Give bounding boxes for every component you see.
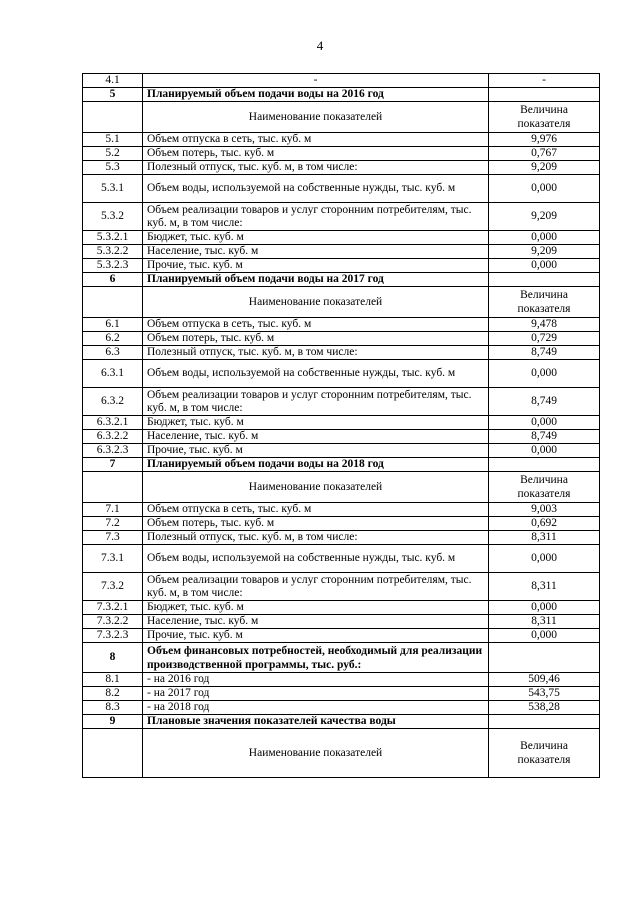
indicator-value: 9,976	[489, 133, 600, 147]
indicator-name: Население, тыс. куб. м	[143, 430, 489, 444]
header-number-cell	[83, 287, 143, 318]
table-row	[83, 545, 600, 573]
table-row	[83, 430, 600, 444]
indicator-name: - на 2018 год	[143, 701, 489, 715]
indicator-name: Объем отпуска в сеть, тыс. куб. м	[143, 503, 489, 517]
table-row	[83, 287, 600, 318]
indicator-name: - на 2017 год	[143, 687, 489, 701]
row-number: 7.3	[83, 531, 143, 545]
indicator-value: 8,749	[489, 388, 600, 416]
section-number: 9	[83, 715, 143, 729]
page-number: 4	[316, 38, 324, 53]
table-row	[83, 458, 600, 472]
indicator-name: Объем отпуска в сеть, тыс. куб. м	[143, 318, 489, 332]
column-header-value: Величина показателя	[489, 729, 600, 778]
row-number: 6.3.2.3	[83, 444, 143, 458]
indicator-name: Объем отпуска в сеть, тыс. куб. м	[143, 133, 489, 147]
row-number: 7.2	[83, 517, 143, 531]
indicator-value: 0,000	[489, 360, 600, 388]
indicator-value: -	[489, 74, 600, 88]
indicator-value: 0,000	[489, 629, 600, 643]
table-row	[83, 147, 600, 161]
table-row	[83, 259, 600, 273]
row-number: 8.3	[83, 701, 143, 715]
indicator-value: 0,767	[489, 147, 600, 161]
table-row	[83, 102, 600, 133]
table-row	[83, 701, 600, 715]
indicator-name: Объем потерь, тыс. куб. м	[143, 147, 489, 161]
table-row	[83, 231, 600, 245]
section-number: 8	[83, 643, 143, 673]
indicator-value: 538,28	[489, 701, 600, 715]
section-value-cell	[489, 715, 600, 729]
table-row	[83, 629, 600, 643]
table-row	[83, 175, 600, 203]
header-number-cell	[83, 102, 143, 133]
indicator-value: 8,749	[489, 346, 600, 360]
indicator-value: 0,000	[489, 259, 600, 273]
indicator-value: 543,75	[489, 687, 600, 701]
table-row	[83, 531, 600, 545]
row-number: 5.3.2.1	[83, 231, 143, 245]
section-title: Плановые значения показателей качества воды	[143, 715, 489, 729]
row-number: 6.3	[83, 346, 143, 360]
indicator-name: Объем потерь, тыс. куб. м	[143, 517, 489, 531]
table-row	[83, 673, 600, 687]
table-row	[83, 273, 600, 287]
indicator-value: 9,209	[489, 161, 600, 175]
indicator-name: - на 2016 год	[143, 673, 489, 687]
indicator-name: Бюджет, тыс. куб. м	[143, 231, 489, 245]
column-header-name: Наименование показателей	[143, 729, 489, 778]
indicator-name: Полезный отпуск, тыс. куб. м, в том числе:	[143, 346, 489, 360]
row-number: 6.2	[83, 332, 143, 346]
row-number: 6.1	[83, 318, 143, 332]
section-number: 6	[83, 273, 143, 287]
table-row	[83, 318, 600, 332]
table-row	[83, 643, 600, 673]
indicators-table	[82, 73, 600, 778]
row-number: 8.2	[83, 687, 143, 701]
indicator-name: Объем воды, используемой на собственные нужды, тыс. куб. м	[143, 545, 489, 573]
indicator-value: 0,000	[489, 231, 600, 245]
indicator-value: 8,311	[489, 531, 600, 545]
section-number: 5	[83, 88, 143, 102]
column-header-name: Наименование показателей	[143, 472, 489, 503]
row-number: 7.1	[83, 503, 143, 517]
table-row	[83, 503, 600, 517]
section-value-cell	[489, 273, 600, 287]
table-row	[83, 133, 600, 147]
indicator-name: Объем реализации товаров и услуг сторонним потребителям, тыс. куб. м, в том числе:	[143, 573, 489, 601]
row-number: 6.3.2.2	[83, 430, 143, 444]
indicator-name: Население, тыс. куб. м	[143, 245, 489, 259]
section-title: Планируемый объем подачи воды на 2018 год	[143, 458, 489, 472]
row-number: 6.3.1	[83, 360, 143, 388]
indicator-name: Объем воды, используемой на собственные нужды, тыс. куб. м	[143, 175, 489, 203]
table-row	[83, 360, 600, 388]
row-number: 7.3.2.3	[83, 629, 143, 643]
row-number: 8.1	[83, 673, 143, 687]
table-row	[83, 332, 600, 346]
row-number: 5.3.1	[83, 175, 143, 203]
column-header-value: Величина показателя	[489, 472, 600, 503]
indicator-value: 0,729	[489, 332, 600, 346]
indicator-value: 8,311	[489, 573, 600, 601]
indicator-value: 9,478	[489, 318, 600, 332]
indicator-name: Бюджет, тыс. куб. м	[143, 416, 489, 430]
indicator-value: 9,209	[489, 245, 600, 259]
row-number: 7.3.2.2	[83, 615, 143, 629]
indicator-name: Объем потерь, тыс. куб. м	[143, 332, 489, 346]
table-row	[83, 573, 600, 601]
section-title: Объем финансовых потребностей, необходимый для реализации производственной программы, тыс. руб.:	[143, 643, 489, 673]
table-row	[83, 161, 600, 175]
table-row	[83, 601, 600, 615]
indicator-value: 0,000	[489, 444, 600, 458]
section-title: Планируемый объем подачи воды на 2017 год	[143, 273, 489, 287]
indicator-value: 9,209	[489, 203, 600, 231]
table-row	[83, 687, 600, 701]
indicator-value: 0,000	[489, 545, 600, 573]
indicator-value: 0,692	[489, 517, 600, 531]
row-number: 5.1	[83, 133, 143, 147]
indicator-name: Полезный отпуск, тыс. куб. м, в том числе:	[143, 161, 489, 175]
row-number: 5.3	[83, 161, 143, 175]
table-row	[83, 517, 600, 531]
indicator-value: 8,311	[489, 615, 600, 629]
table-row	[83, 88, 600, 102]
section-value-cell	[489, 458, 600, 472]
column-header-name: Наименование показателей	[143, 102, 489, 133]
row-number: 5.2	[83, 147, 143, 161]
column-header-value: Величина показателя	[489, 287, 600, 318]
indicator-name: -	[143, 74, 489, 88]
row-number: 4.1	[83, 74, 143, 88]
row-number: 5.3.2	[83, 203, 143, 231]
indicator-value: 0,000	[489, 416, 600, 430]
indicator-name: Объем реализации товаров и услуг сторонним потребителям, тыс. куб. м, в том числе:	[143, 388, 489, 416]
indicator-name: Прочие, тыс. куб. м	[143, 259, 489, 273]
section-title: Планируемый объем подачи воды на 2016 год	[143, 88, 489, 102]
row-number: 6.3.2.1	[83, 416, 143, 430]
table-row	[83, 388, 600, 416]
row-number: 7.3.2	[83, 573, 143, 601]
table-row	[83, 615, 600, 629]
indicator-value: 9,003	[489, 503, 600, 517]
row-number: 6.3.2	[83, 388, 143, 416]
section-value-cell	[489, 88, 600, 102]
indicator-name: Прочие, тыс. куб. м	[143, 629, 489, 643]
section-number: 7	[83, 458, 143, 472]
header-number-cell	[83, 472, 143, 503]
table-row	[83, 729, 600, 778]
row-number: 7.3.2.1	[83, 601, 143, 615]
indicator-value: 509,46	[489, 673, 600, 687]
table-row	[83, 444, 600, 458]
table-row	[83, 346, 600, 360]
indicator-name: Бюджет, тыс. куб. м	[143, 601, 489, 615]
table-row	[83, 245, 600, 259]
column-header-value: Величина показателя	[489, 102, 600, 133]
indicator-value: 0,000	[489, 601, 600, 615]
indicator-value: 0,000	[489, 175, 600, 203]
section-value-cell	[489, 643, 600, 673]
indicator-name: Полезный отпуск, тыс. куб. м, в том числе:	[143, 531, 489, 545]
table-row	[83, 472, 600, 503]
row-number: 5.3.2.3	[83, 259, 143, 273]
indicator-name: Объем реализации товаров и услуг сторонним потребителям, тыс. куб. м, в том числе:	[143, 203, 489, 231]
indicator-name: Прочие, тыс. куб. м	[143, 444, 489, 458]
table-row	[83, 74, 600, 88]
indicator-value: 8,749	[489, 430, 600, 444]
header-number-cell	[83, 729, 143, 778]
column-header-name: Наименование показателей	[143, 287, 489, 318]
table-row	[83, 715, 600, 729]
indicator-name: Объем воды, используемой на собственные нужды, тыс. куб. м	[143, 360, 489, 388]
table-row	[83, 203, 600, 231]
row-number: 5.3.2.2	[83, 245, 143, 259]
table-row	[83, 416, 600, 430]
row-number: 7.3.1	[83, 545, 143, 573]
indicator-name: Население, тыс. куб. м	[143, 615, 489, 629]
